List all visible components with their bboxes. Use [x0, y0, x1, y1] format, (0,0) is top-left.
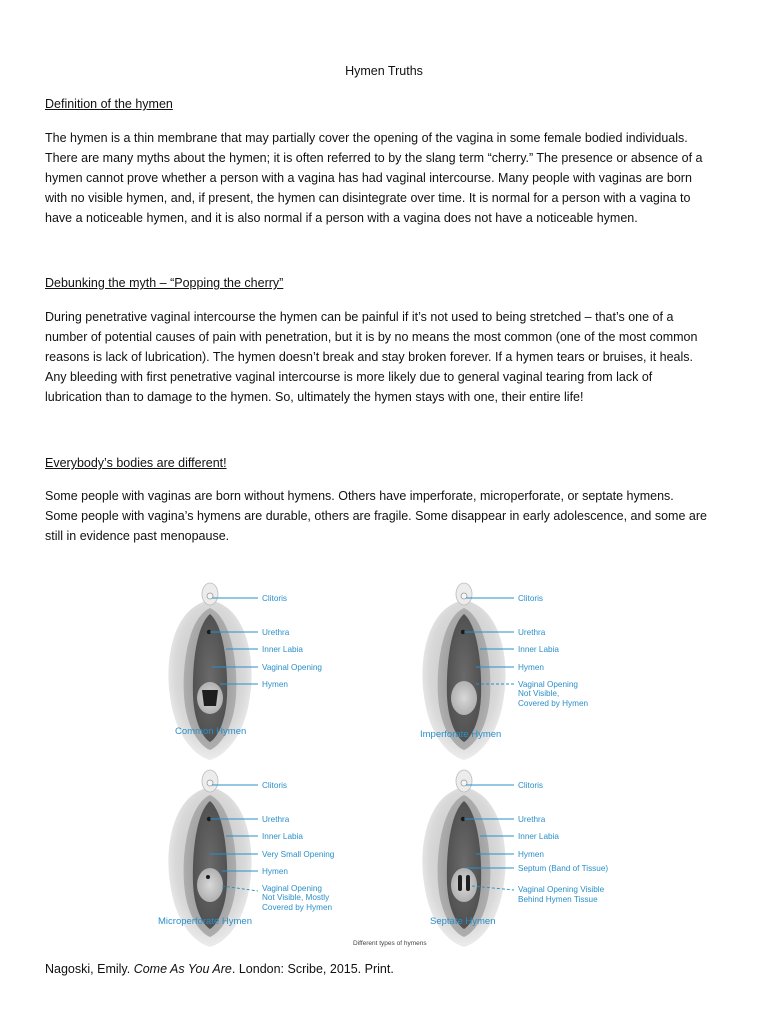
label-inner-labia: Inner Labia — [518, 832, 559, 841]
label-urethra: Urethra — [518, 815, 546, 824]
figure-caption: Different types of hymens — [353, 940, 427, 947]
label-hymen: Hymen — [262, 867, 288, 876]
label-clitoris: Clitoris — [518, 781, 544, 790]
paragraph-line: have a noticeable hymen, and it is also normal if a person with a vagina does not have a noticeable hymen. — [45, 211, 638, 225]
section-heading-debunking: Debunking the myth – “Popping the cherry” — [45, 276, 284, 290]
label-vaginal-opening: Vaginal Opening — [518, 680, 578, 689]
paragraph-line: lubrication than to damage to the hymen. So, ultimately the hymen stays with one, their entire life! — [45, 390, 584, 404]
label-urethra: Urethra — [262, 815, 290, 824]
label-clitoris: Clitoris — [518, 594, 544, 603]
label-vaginal-opening: Vaginal Opening — [262, 884, 322, 893]
label-not-visible: Not Visible, — [518, 689, 560, 698]
paragraph-line: with no visible hymen, and, if present, the hymen can disintegrate over time. It is normal for a person with a vagina to — [45, 191, 691, 205]
label-vaginal-opening: Vaginal Opening — [262, 663, 322, 672]
paragraph-line: reasons is lack of lubrication). The hymen doesn’t break and stay broken forever. If a hymen tears or bruises, it heals. — [45, 350, 694, 364]
paragraph-line: The hymen is a thin membrane that may partially cover the opening of the vagina in some female bodied individuals. — [45, 131, 688, 145]
hymen-types-figure — [150, 568, 630, 952]
label-covered-by-hymen: Covered by Hymen — [518, 699, 589, 708]
panel-title-microperforate: Microperforate Hymen — [158, 916, 252, 927]
label-inner-labia: Inner Labia — [262, 645, 303, 654]
label-clitoris: Clitoris — [262, 781, 288, 790]
section-paragraph-debunking — [45, 307, 735, 407]
section-heading-definition: Definition of the hymen — [45, 97, 173, 111]
label-vaginal-opening-visible: Vaginal Opening Visible — [518, 885, 605, 894]
panel-title-septate: Septate Hymen — [430, 916, 496, 927]
section-paragraph-definition — [45, 128, 735, 228]
label-not-visible-mostly: Not Visible, Mostly — [262, 893, 330, 902]
paragraph-line: Some people with vagina’s hymens are durable, others are fragile. Some disappear in early adolescence, and some are — [45, 509, 707, 523]
label-hymen: Hymen — [518, 663, 544, 672]
label-clitoris: Clitoris — [262, 594, 288, 603]
paragraph-line: hymen cannot prove whether a person with a vagina has had vaginal intercourse. Many people with vaginas are born — [45, 171, 692, 185]
section-paragraph-bodies — [45, 486, 735, 546]
citation — [45, 962, 394, 976]
panel-title-imperforate: Imperforate Hymen — [420, 729, 502, 740]
label-hymen: Hymen — [262, 680, 288, 689]
label-behind-hymen-tissue: Behind Hymen Tissue — [518, 895, 598, 904]
citation-book-title: Come As You Are — [133, 962, 232, 976]
citation-publisher: . London: Scribe, 2015. Print. — [231, 962, 394, 976]
label-hymen: Hymen — [518, 850, 544, 859]
paragraph-line: During penetrative vaginal intercourse the hymen can be painful if it’s not used to being stretched – that’s one of a — [45, 310, 674, 324]
paragraph-line: There are many myths about the hymen; it is often referred to by the slang term “cherry.” The presence or absence of a — [45, 151, 703, 165]
paragraph-line: number of potential causes of pain with penetration, but it is by no means the most common (one of the most common — [45, 330, 698, 344]
paragraph-line: Some people with vaginas are born without hymens. Others have imperforate, microperforate, or septate hymens. — [45, 489, 674, 503]
label-very-small-opening: Very Small Opening — [262, 850, 335, 859]
label-urethra: Urethra — [518, 628, 546, 637]
paragraph-line: Any bleeding with first penetrative vaginal intercourse is more likely due to general vaginal tearing from lack of — [45, 370, 653, 384]
panel-title-common: Common Hymen — [175, 726, 247, 737]
label-inner-labia: Inner Labia — [262, 832, 303, 841]
document-title: Hymen Truths — [345, 64, 423, 78]
label-inner-labia: Inner Labia — [518, 645, 559, 654]
label-covered-by-hymen: Covered by Hymen — [262, 903, 333, 912]
label-septum: Septum (Band of Tissue) — [518, 864, 609, 873]
citation-author: Nagoski, Emily. — [45, 962, 134, 976]
paragraph-line: still in evidence past menopause. — [45, 529, 230, 543]
section-heading-bodies: Everybody’s bodies are different! — [45, 456, 227, 470]
label-urethra: Urethra — [262, 628, 290, 637]
